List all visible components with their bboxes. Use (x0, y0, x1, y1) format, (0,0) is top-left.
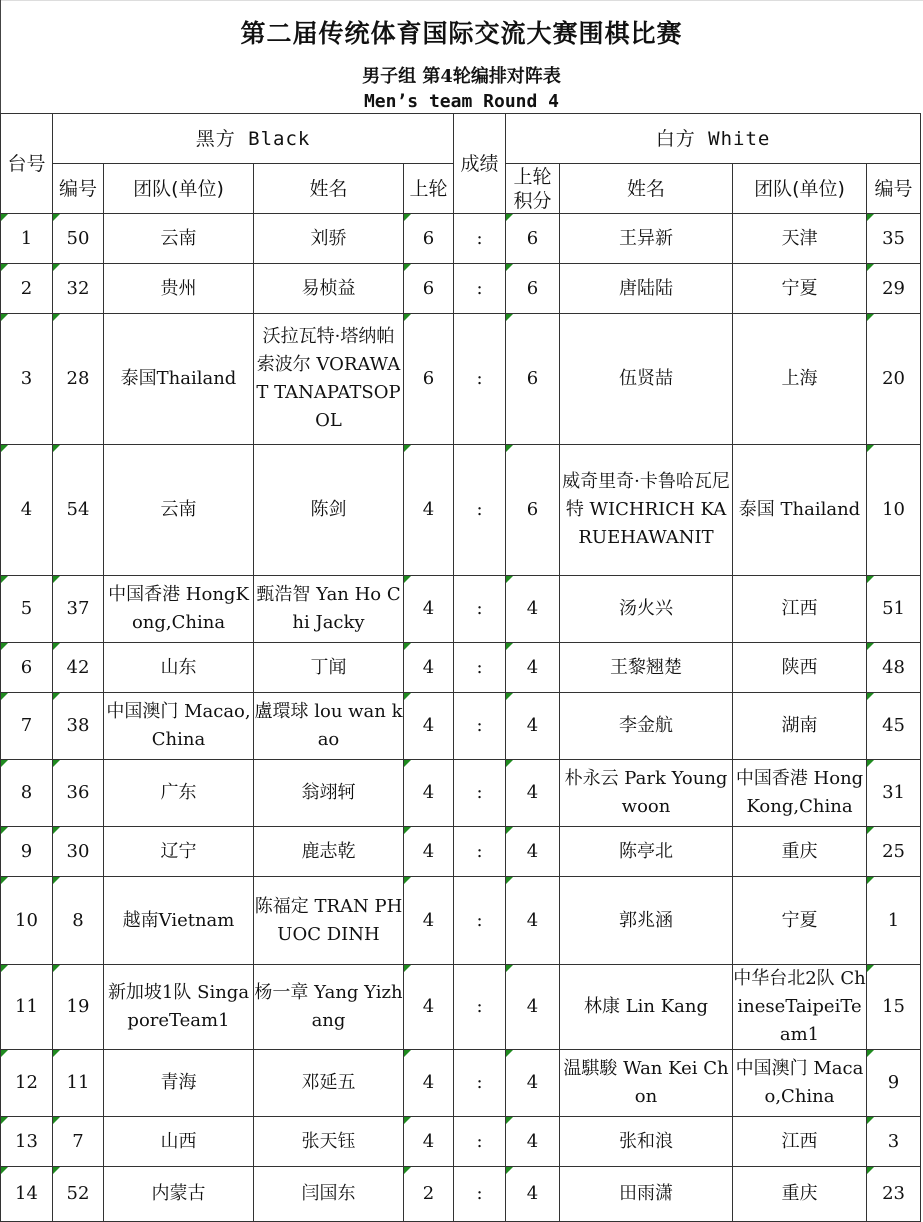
black-team-cell: 越南Vietnam (104, 877, 254, 965)
white-prev-score-cell: 6 (506, 445, 560, 576)
result-cell: : (454, 877, 506, 965)
board-number-cell: 13 (1, 1117, 53, 1167)
black-number-cell: 7 (53, 1117, 104, 1167)
white-team-cell: 中华台北2队 ChineseTaipeiTeam1 (733, 965, 867, 1050)
black-number-cell: 37 (53, 576, 104, 643)
black-prev-score-cell: 6 (404, 264, 454, 314)
black-number-cell: 19 (53, 965, 104, 1050)
table-row (1, 760, 921, 827)
header-white-team: 团队(单位) (733, 164, 867, 214)
white-number-cell: 48 (867, 643, 921, 693)
page-subtitle-english: Men’s team Round 4 (363, 91, 560, 112)
black-team-cell: 青海 (104, 1050, 254, 1117)
result-cell: : (454, 576, 506, 643)
board-number-cell: 10 (1, 877, 53, 965)
white-name-cell: 郭兆涵 (560, 877, 733, 965)
black-prev-score-cell: 4 (404, 693, 454, 760)
white-name-cell: 汤火兴 (560, 576, 733, 643)
black-name-cell: 邓延五 (254, 1050, 404, 1117)
black-name-cell: 杨一章 Yang Yizhang (254, 965, 404, 1050)
table-row (1, 643, 921, 693)
black-team-cell: 山西 (104, 1117, 254, 1167)
board-number-cell: 9 (1, 827, 53, 877)
header-black (53, 114, 454, 164)
white-prev-score-cell: 4 (506, 877, 560, 965)
board-number-cell: 11 (1, 965, 53, 1050)
page-subtitle: 男子组 第4轮编排对阵表 (362, 66, 561, 87)
black-prev-score-cell: 4 (404, 877, 454, 965)
header-white-name: 姓名 (560, 164, 733, 214)
black-team-cell: 中国香港 HongKong,China (104, 576, 254, 643)
white-team-cell: 宁夏 (733, 264, 867, 314)
white-number-cell: 35 (867, 214, 921, 264)
table-row (1, 314, 921, 445)
black-team-cell: 中国澳门 Macao,China (104, 693, 254, 760)
black-prev-score-cell: 4 (404, 1050, 454, 1117)
white-name-cell: 温騏駿 Wan Kei Chon (560, 1050, 733, 1117)
result-cell: : (454, 1050, 506, 1117)
table-row (1, 264, 921, 314)
black-number-cell: 54 (53, 445, 104, 576)
black-number-cell: 28 (53, 314, 104, 445)
white-name-cell: 张和浪 (560, 1117, 733, 1167)
white-prev-score-cell: 6 (506, 214, 560, 264)
white-team-cell: 中国香港 HongKong,China (733, 760, 867, 827)
white-name-cell: 伍贤喆 (560, 314, 733, 445)
white-number-cell: 15 (867, 965, 921, 1050)
white-prev-score-cell: 4 (506, 576, 560, 643)
header-white-number: 编号 (867, 164, 921, 214)
black-team-cell: 辽宁 (104, 827, 254, 877)
board-number-cell: 14 (1, 1167, 53, 1222)
header-black-team: 团队(单位) (104, 164, 254, 214)
table-row (1, 214, 921, 264)
white-number-cell: 10 (867, 445, 921, 576)
black-prev-score-cell: 6 (404, 214, 454, 264)
white-prev-score-cell: 6 (506, 314, 560, 445)
table-row (1, 827, 921, 877)
white-number-cell: 25 (867, 827, 921, 877)
white-team-cell: 重庆 (733, 1167, 867, 1222)
white-number-cell: 29 (867, 264, 921, 314)
board-number-cell: 5 (1, 576, 53, 643)
black-team-cell: 山东 (104, 643, 254, 693)
black-name-cell: 翁翊轲 (254, 760, 404, 827)
result-cell: : (454, 643, 506, 693)
board-number-cell: 1 (1, 214, 53, 264)
result-cell: : (454, 1117, 506, 1167)
header-black-label: 黑方 Black (195, 127, 311, 150)
black-number-cell: 32 (53, 264, 104, 314)
black-prev-score-cell: 4 (404, 965, 454, 1050)
white-team-cell: 陕西 (733, 643, 867, 693)
black-team-cell: 内蒙古 (104, 1167, 254, 1222)
white-prev-score-cell: 6 (506, 264, 560, 314)
result-cell: : (454, 214, 506, 264)
white-prev-score-cell: 4 (506, 1167, 560, 1222)
white-team-cell: 宁夏 (733, 877, 867, 965)
white-prev-score-cell: 4 (506, 827, 560, 877)
board-number-cell: 2 (1, 264, 53, 314)
result-cell: : (454, 264, 506, 314)
header-result: 成绩 (454, 114, 506, 214)
black-name-cell: 刘骄 (254, 214, 404, 264)
white-prev-score-cell: 4 (506, 1117, 560, 1167)
black-name-cell: 盧環球 lou wan kao (254, 693, 404, 760)
board-number-cell: 8 (1, 760, 53, 827)
white-team-cell: 天津 (733, 214, 867, 264)
white-prev-score-cell: 4 (506, 1050, 560, 1117)
board-number-cell: 12 (1, 1050, 53, 1117)
black-prev-score-cell: 4 (404, 643, 454, 693)
board-number-cell: 7 (1, 693, 53, 760)
black-name-cell: 甄浩智 Yan Ho Chi Jacky (254, 576, 404, 643)
table-row (1, 965, 921, 1050)
white-name-cell: 陈亭北 (560, 827, 733, 877)
white-name-cell: 林康 Lin Kang (560, 965, 733, 1050)
result-cell: : (454, 445, 506, 576)
header-white (506, 114, 921, 164)
header-black-prev-score: 上轮 (404, 164, 454, 214)
white-number-cell: 45 (867, 693, 921, 760)
white-number-cell: 3 (867, 1117, 921, 1167)
white-name-cell: 威奇里奇·卡鲁哈瓦尼特 WICHRICH KARUEHAWANIT (560, 445, 733, 576)
board-number-cell: 4 (1, 445, 53, 576)
result-cell: : (454, 693, 506, 760)
result-cell: : (454, 827, 506, 877)
white-prev-score-cell: 4 (506, 643, 560, 693)
black-team-cell: 广东 (104, 760, 254, 827)
header-black-number: 编号 (53, 164, 104, 214)
board-number-cell: 6 (1, 643, 53, 693)
white-number-cell: 23 (867, 1167, 921, 1222)
white-name-cell: 李金航 (560, 693, 733, 760)
black-name-cell: 闫国东 (254, 1167, 404, 1222)
table-row (1, 1167, 921, 1222)
white-number-cell: 51 (867, 576, 921, 643)
page-title: 第二届传统体育国际交流大赛围棋比赛 (240, 19, 683, 48)
header-white-prev-score: 上轮积分 (506, 164, 560, 214)
black-team-cell: 云南 (104, 214, 254, 264)
black-name-cell: 易桢益 (254, 264, 404, 314)
white-team-cell: 泰国 Thailand (733, 445, 867, 576)
white-prev-score-cell: 4 (506, 760, 560, 827)
table-row (1, 693, 921, 760)
black-name-cell: 沃拉瓦特·塔纳帕索波尔 VORAWAT TANAPATSOPOL (254, 314, 404, 445)
table-row (1, 576, 921, 643)
result-cell: : (454, 965, 506, 1050)
black-number-cell: 38 (53, 693, 104, 760)
black-name-cell: 鹿志乾 (254, 827, 404, 877)
white-prev-score-cell: 4 (506, 693, 560, 760)
board-number-cell: 3 (1, 314, 53, 445)
black-prev-score-cell: 2 (404, 1167, 454, 1222)
black-number-cell: 52 (53, 1167, 104, 1222)
white-number-cell: 20 (867, 314, 921, 445)
white-name-cell: 田雨潇 (560, 1167, 733, 1222)
black-team-cell: 泰国Thailand (104, 314, 254, 445)
black-prev-score-cell: 4 (404, 760, 454, 827)
table-row (1, 1050, 921, 1117)
black-number-cell: 11 (53, 1050, 104, 1117)
white-team-cell: 江西 (733, 1117, 867, 1167)
black-prev-score-cell: 6 (404, 314, 454, 445)
white-number-cell: 1 (867, 877, 921, 965)
result-cell: : (454, 760, 506, 827)
sheet-top-border (0, 0, 923, 1)
black-number-cell: 50 (53, 214, 104, 264)
black-prev-score-cell: 4 (404, 827, 454, 877)
white-team-cell: 重庆 (733, 827, 867, 877)
white-team-cell: 中国澳门 Macao,China (733, 1050, 867, 1117)
black-name-cell: 丁闻 (254, 643, 404, 693)
black-prev-score-cell: 4 (404, 445, 454, 576)
black-number-cell: 42 (53, 643, 104, 693)
header-board: 台号 (1, 114, 53, 214)
white-team-cell: 江西 (733, 576, 867, 643)
black-team-cell: 新加坡1队 SingaporeTeam1 (104, 965, 254, 1050)
black-team-cell: 贵州 (104, 264, 254, 314)
black-name-cell: 陈剑 (254, 445, 404, 576)
pairing-table (0, 113, 921, 1222)
white-name-cell: 王异新 (560, 214, 733, 264)
result-cell: : (454, 314, 506, 445)
table-row (1, 877, 921, 965)
black-prev-score-cell: 4 (404, 1117, 454, 1167)
result-cell: : (454, 1167, 506, 1222)
black-name-cell: 陈福定 TRAN PHUOC DINH (254, 877, 404, 965)
table-row (1, 1117, 921, 1167)
white-team-cell: 上海 (733, 314, 867, 445)
white-name-cell: 唐陆陆 (560, 264, 733, 314)
header-white-label: 白方 White (655, 127, 771, 150)
white-prev-score-cell: 4 (506, 965, 560, 1050)
black-name-cell: 张天钰 (254, 1117, 404, 1167)
black-number-cell: 8 (53, 877, 104, 965)
header-black-name: 姓名 (254, 164, 404, 214)
white-team-cell: 湖南 (733, 693, 867, 760)
table-row (1, 445, 921, 576)
white-name-cell: 朴永云 Park Youngwoon (560, 760, 733, 827)
black-team-cell: 云南 (104, 445, 254, 576)
black-prev-score-cell: 4 (404, 576, 454, 643)
black-number-cell: 30 (53, 827, 104, 877)
black-number-cell: 36 (53, 760, 104, 827)
white-number-cell: 31 (867, 760, 921, 827)
white-number-cell: 9 (867, 1050, 921, 1117)
white-name-cell: 王黎翘楚 (560, 643, 733, 693)
